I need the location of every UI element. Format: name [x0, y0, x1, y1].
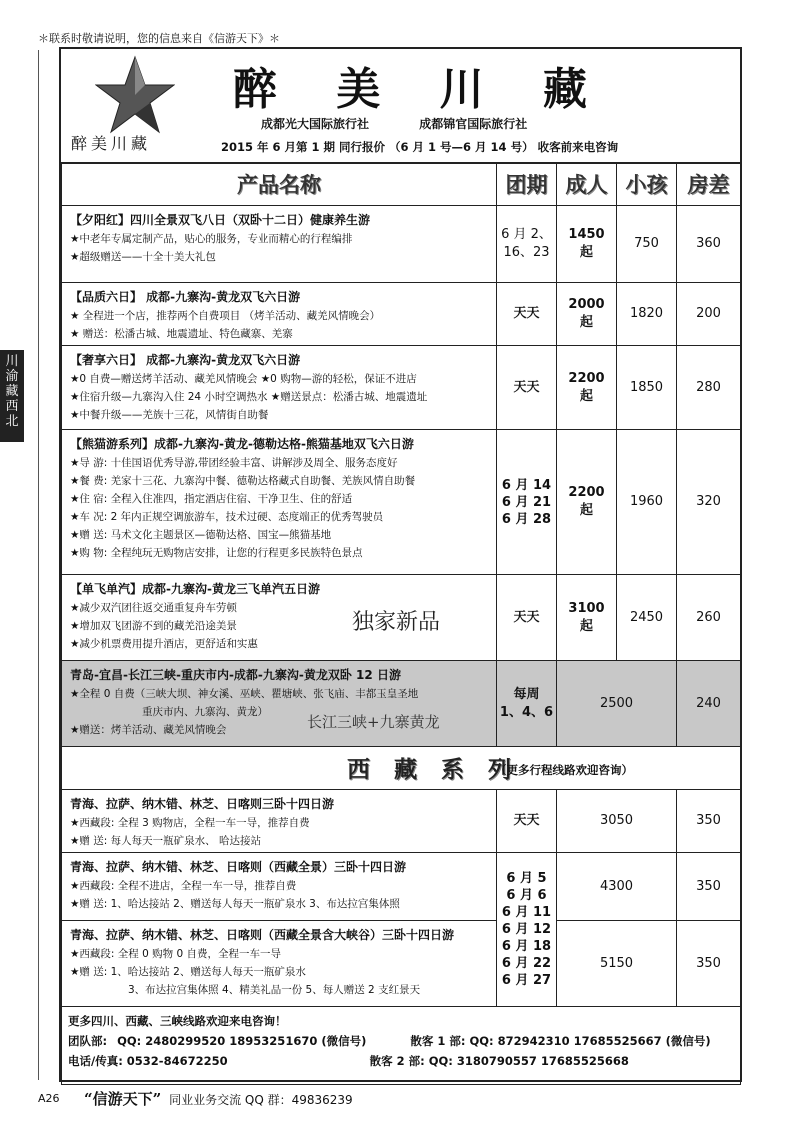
product-title: 【奢享六日】 成都-九寨沟-黄龙双飞六日游 [70, 353, 301, 367]
room-diff: 350 [677, 790, 741, 853]
date-text: 6 月 22 [501, 956, 552, 971]
price-suffix: 起 [579, 245, 593, 260]
section-row [62, 747, 741, 790]
column-header: 团期 [497, 163, 557, 206]
side-tab-char: 西 [5, 399, 19, 414]
column-header: 产品名称 [62, 163, 497, 206]
footer-line [68, 1031, 734, 1051]
tour-date: 天天 [497, 575, 557, 661]
side-tab-char: 渝 [5, 369, 19, 384]
product-line: ★赠 送: 1、哈达接站 2、赠送每人每天一瓶矿泉水 [70, 966, 306, 978]
child-price: 1850 [617, 346, 677, 430]
star-logo-icon [95, 55, 175, 135]
product-line: ★赠 送: 马术文化主题景区—德勒达格、国宝—熊猫基地 [70, 529, 332, 541]
date-text: 6 月 5 [506, 871, 547, 886]
price: 5150 [557, 921, 677, 1007]
date-text: 6 月 28 [501, 511, 552, 527]
child-price: 1960 [617, 430, 677, 575]
product-line: ★0 自费—赠送烤羊活动、藏羌风情晚会 ★0 购物—游的轻松，保证不进店 [70, 373, 417, 385]
price: 3050 [557, 790, 677, 853]
room-diff: 200 [677, 283, 741, 346]
column-header: 成人 [557, 163, 617, 206]
tour-date: 天天 [497, 283, 557, 346]
product-line: ★餐 费: 羌家十三花、九寨沟中餐、德勒达格藏式自助餐、羌族风情自助餐 [70, 475, 416, 487]
table-row-special [62, 661, 741, 747]
product-line: ★减少双汽团往返交通重复舟车劳顿 [70, 602, 237, 614]
agency-name: 成都锦官国际旅行社 [419, 117, 528, 131]
adult-price [557, 283, 617, 346]
adult-price [557, 346, 617, 430]
route-stamp: 长江三峡+九寨黄龙 [307, 713, 440, 731]
product-desc [62, 790, 497, 853]
product-desc [62, 346, 497, 430]
price-table [61, 162, 741, 1085]
price: 4300 [557, 853, 677, 921]
product-desc [62, 430, 497, 575]
date-text: 6 月 11 [501, 905, 552, 920]
table-row [62, 283, 741, 346]
table-row [62, 430, 741, 575]
product-title: 青海、拉萨、纳木错、林芝、日喀则（西藏全景含大峡谷）三卧十四日游 [70, 928, 455, 942]
footer-line [68, 1051, 734, 1071]
tour-date: 天天 [497, 346, 557, 430]
price-value: 2200 [568, 485, 605, 500]
product-line: 重庆市内、九寨沟、黄龙） [142, 706, 268, 718]
logo-text: 醉美川藏 [71, 134, 152, 153]
product-title: 青岛-宜昌-长江三峡-重庆市内-成都-九寨沟-黄龙双卧 12 日游 [70, 668, 401, 682]
brand-name: “信游天下” [84, 1090, 162, 1108]
product-desc [62, 921, 497, 1007]
column-header: 房差 [677, 163, 741, 206]
price: 2500 [557, 661, 677, 747]
product-line: ★ 全程进一个店，推荐两个自费项目 （烤羊活动、藏羌风情晚会） [70, 310, 381, 322]
product-line: ★赠 送: 每人每天一瓶矿泉水、 哈达接站 [70, 835, 261, 847]
room-diff: 280 [677, 346, 741, 430]
date-text: 6 月 18 [501, 939, 552, 954]
date-text: 6 月 12 [501, 922, 552, 937]
child-price: 2450 [617, 575, 677, 661]
product-line: ★减少机票费用提升酒店，更舒适和实惠 [70, 638, 258, 650]
price-value: 2200 [568, 370, 605, 386]
product-line: ★车 况: 2 年内正规空调旅游车，技术过硬、态度端正的优秀驾驶员 [70, 511, 384, 523]
price-value: 3100 [568, 600, 605, 616]
side-tab [0, 350, 24, 442]
page-title: 醉 美 川 藏 [233, 64, 609, 115]
price-value: 2000 [568, 297, 605, 312]
tour-date-shared [497, 853, 557, 1007]
room-diff: 240 [677, 661, 741, 747]
contact-footer [62, 1007, 741, 1085]
retail-1-contact: 散客 1 部: QQ: 872942310 17685525667 (微信号) [410, 1034, 711, 1048]
footer-row [62, 1007, 741, 1085]
product-title: 青海、拉萨、纳木错、林芝、日喀则（西藏全景）三卧十四日游 [70, 860, 407, 874]
table-row [62, 790, 741, 853]
tour-date [497, 661, 557, 747]
price-sheet [59, 47, 742, 1082]
table-row [62, 346, 741, 430]
room-diff: 350 [677, 921, 741, 1007]
table-row [62, 853, 741, 921]
section-title: 西 藏 系 列 [347, 756, 520, 783]
product-line: ★导 游: 十佳国语优秀导游,带团经验丰富、讲解涉及周全、服务态度好 [70, 457, 398, 469]
date-text: 每周 [513, 686, 540, 702]
price-suffix: 起 [579, 618, 593, 634]
product-desc [62, 206, 497, 283]
column-header: 小孩 [617, 163, 677, 206]
room-diff: 320 [677, 430, 741, 575]
room-diff: 260 [677, 575, 741, 661]
product-line: ★增加双飞团游不到的藏羌沿途美景 [70, 620, 237, 632]
product-line: ★中老年专属定制产品，贴心的服务，专业而精心的行程编排 [70, 233, 353, 245]
product-line: ★赠送：烤羊活动、藏羌风情晚会 [70, 724, 227, 736]
side-tab-char: 北 [5, 414, 19, 429]
phone: 电话/传真: 0532-84672250 [68, 1054, 228, 1068]
side-tab-char: 藏 [5, 384, 19, 399]
top-note: ＊联系时敬请说明，您的信息来自《信游天下》＊ [38, 32, 280, 45]
product-desc [62, 661, 497, 747]
date-text: 6 月 27 [501, 973, 552, 988]
tibet-section-header [62, 747, 741, 790]
team-contact: QQ: 2480299520 18953251670 (微信号) [117, 1034, 367, 1048]
table-row [62, 575, 741, 661]
table-row [62, 921, 741, 1007]
date-text: 6 月 6 [506, 888, 547, 903]
product-line: ★超级赠送——十全十美大礼包 [70, 251, 216, 263]
price-suffix: 起 [579, 503, 593, 518]
date-text: 6 月 21 [501, 494, 552, 510]
price-suffix: 起 [579, 388, 593, 404]
product-line: ★西藏段: 全程 3 购物店，全程一车一导，推荐自费 [70, 817, 310, 829]
section-note: （更多行程线路欢迎咨询） [495, 763, 633, 777]
product-line: ★住 宿: 全程入住准四，指定酒店住宿、干净卫生、住的舒适 [70, 493, 353, 505]
product-line: ★ 赠送：松潘古城、地震遗址、特色藏寨、羌寨 [70, 328, 293, 340]
header [61, 49, 740, 164]
group-info: 同业业务交流 QQ 群：49836239 [169, 1093, 353, 1107]
date-text: 1、4、6 [499, 704, 554, 720]
product-title: 【单飞单汽】成都-九寨沟-黄龙三飞单汽五日游 [70, 582, 320, 596]
retail-2-contact: 散客 2 部: QQ: 3180790557 17685525668 [369, 1054, 629, 1068]
product-title: 【熊猫游系列】成都-九寨沟-黄龙-德勒达格-熊猫基地双飞六日游 [70, 437, 414, 451]
table-row [62, 206, 741, 283]
tour-date [497, 206, 557, 283]
product-line: 3、布达拉宫集体照 4、精美礼品一份 5、每人赠送 2 支红景天 [128, 984, 421, 996]
date-text: 16、23 [503, 245, 550, 260]
agency-name: 成都光大国际旅行社 [261, 117, 370, 131]
tour-date [497, 430, 557, 575]
team-label: 团队部: [68, 1034, 108, 1048]
product-line: ★西藏段: 全程 0 购物 0 自费，全程一车一导 [70, 948, 281, 960]
product-desc [62, 853, 497, 921]
tour-date: 天天 [497, 790, 557, 853]
adult-price [557, 206, 617, 283]
child-price: 1820 [617, 283, 677, 346]
price-value: 1450 [568, 227, 605, 242]
product-title: 【品质六日】 成都-九寨沟-黄龙双飞六日游 [70, 290, 301, 304]
product-line: ★购 物: 全程纯玩无购物店安排，让您的行程更多民族特色景点 [70, 547, 363, 559]
product-line: ★住宿升级—九寨沟入住 24 小时空调热水 ★赠送景点：松潘古城、地震遗址 [70, 391, 428, 403]
bottom-line [84, 1088, 353, 1109]
room-diff: 360 [677, 206, 741, 283]
date-text: 6 月 14 [501, 477, 552, 493]
product-desc [62, 283, 497, 346]
product-line: ★全程 0 自费（三峡大坝、神女溪、巫峡、瞿塘峡、张飞庙、丰都玉皇圣地 [70, 688, 419, 700]
side-tab-char: 川 [5, 354, 19, 369]
date-text: 6 月 2、 [501, 227, 552, 242]
product-title: 【夕阳红】四川全景双飞八日（双卧十二日）健康养生游 [70, 213, 371, 227]
product-line: ★中餐升级——羌族十三花，风情街自助餐 [70, 409, 269, 421]
subtitle: 2015 年 6 月第 1 期 同行报价 （6 月 1 号—6 月 14 号） 收客前来电咨询 [221, 140, 619, 154]
agencies [261, 115, 553, 132]
product-line: ★西藏段: 全程不进店，全程一车一导，推荐自费 [70, 880, 297, 892]
adult-price [557, 575, 617, 661]
product-line: ★赠 送: 1、哈达接站 2、赠送每人每天一瓶矿泉水 3、布达拉宫集体照 [70, 898, 400, 910]
footer-line: 更多四川、西藏、三峡线路欢迎来电咨询！ [68, 1014, 287, 1028]
child-price: 750 [617, 206, 677, 283]
room-diff: 350 [677, 853, 741, 921]
price-suffix: 起 [579, 315, 593, 330]
product-desc [62, 575, 497, 661]
product-title: 青海、拉萨、纳木错、林芝、日喀则三卧十四日游 [70, 797, 335, 811]
exclusive-stamp: 独家新品 [352, 610, 441, 635]
adult-price [557, 430, 617, 575]
page-number: A26 [38, 1092, 60, 1105]
margin-line [38, 50, 39, 1080]
table-header-row [62, 163, 741, 206]
